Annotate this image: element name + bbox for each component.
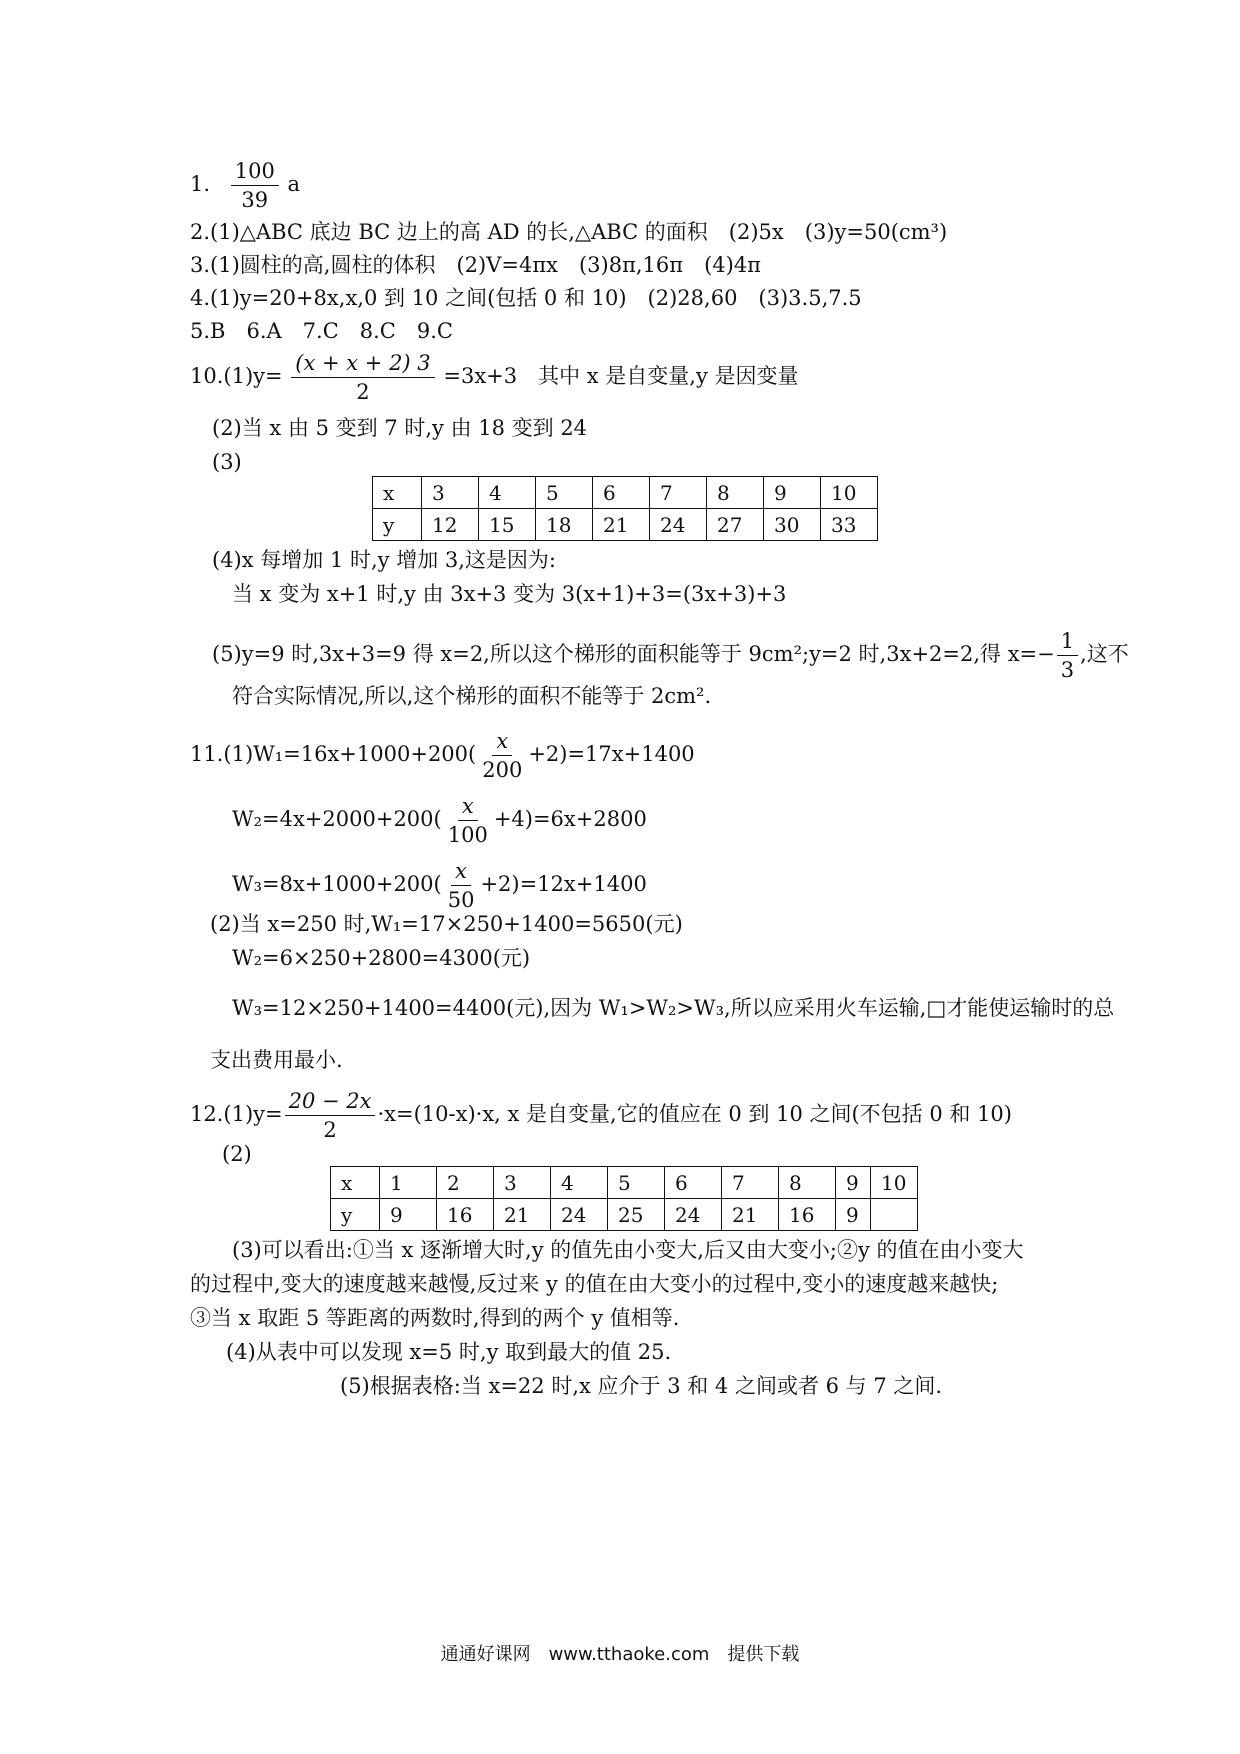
table-cell: 6 xyxy=(593,477,650,509)
answer-10-part-5 xyxy=(212,630,1129,681)
table-row-y xyxy=(373,509,878,541)
answer-10-part-5-suffix: ,这不 xyxy=(1080,642,1129,667)
answer-11-w3 xyxy=(232,860,647,911)
table-cell: 5 xyxy=(608,1167,665,1199)
table-xy-10 xyxy=(372,476,878,541)
answer-12-part-1 xyxy=(190,1090,1012,1141)
answer-12-part-3-line-3: ③当 x 取距 5 等距离的两数时,得到的两个 y 值相等. xyxy=(190,1306,680,1330)
answer-10-part-5-prefix: (5)y=9 时,3x+3=9 得 x=2,所以这个梯形的面积能等于 9cm²;y=2 时,3x+2=2,得 x=− xyxy=(212,642,1055,667)
formula-prefix: 11.(1)W₁=16x+1000+200( xyxy=(190,742,477,767)
table-cell: 18 xyxy=(536,509,593,541)
answer-12-part-3-line-2: 的过程中,变大的速度越来越慢,反过来 y 的值在由大变小的过程中,变小的速度越来越快; xyxy=(190,1272,999,1296)
table-cell: y xyxy=(373,509,422,541)
fraction-numerator: x xyxy=(458,795,478,821)
answer-1-tail: a xyxy=(287,172,301,197)
table-cell: 10 xyxy=(871,1167,918,1199)
fraction xyxy=(291,352,434,403)
table-cell: 9 xyxy=(764,477,821,509)
answer-12-part-5: (5)根据表格:当 x=22 时,x 应介于 3 和 4 之间或者 6 与 7 之间. xyxy=(340,1374,943,1398)
answer-11-w2 xyxy=(232,795,647,846)
fraction-denominator: 2 xyxy=(356,380,370,405)
formula-prefix: W₂=4x+2000+200( xyxy=(232,807,442,832)
table-cell: x xyxy=(373,477,422,509)
table-cell: 16 xyxy=(437,1199,494,1231)
table-cell: 25 xyxy=(608,1199,665,1231)
table-cell: 4 xyxy=(551,1167,608,1199)
table-cell: 33 xyxy=(821,509,878,541)
answer-12-part-4: (4)从表中可以发现 x=5 时,y 取到最大的值 25. xyxy=(226,1340,672,1364)
table-cell: 24 xyxy=(551,1199,608,1231)
fraction-numerator: x xyxy=(492,730,512,756)
fraction-denominator: 2 xyxy=(323,1118,337,1143)
answer-10-part-4-detail: 当 x 变为 x+1 时,y 由 3x+3 变为 3(x+1)+3=(3x+3)+3 xyxy=(232,582,787,606)
answer-11-part-2a: (2)当 x=250 时,W₁=17×250+1400=5650(元) xyxy=(210,912,683,936)
table-cell: 6 xyxy=(665,1167,722,1199)
table-xy-12 xyxy=(330,1166,918,1231)
fraction-denominator: 200 xyxy=(482,758,523,783)
answer-5-9: 5.B 6.A 7.C 8.C 9.C xyxy=(190,319,453,343)
fraction-denominator: 3 xyxy=(1060,658,1075,683)
table-cell: x xyxy=(331,1167,380,1199)
answer-10-prefix: 10.(1)y= xyxy=(190,364,283,389)
answer-10-part-1 xyxy=(190,352,799,403)
fraction xyxy=(1057,630,1078,681)
answer-2: 2.(1)△ABC 底边 BC 边上的高 AD 的长,△ABC 的面积 (2)5x (3)y=50(cm³) xyxy=(190,220,948,244)
fraction-denominator: 100 xyxy=(447,823,488,848)
answer-12-part-2: (2) xyxy=(222,1142,252,1166)
table-cell: 9 xyxy=(836,1167,871,1199)
fraction-numerator: 1 xyxy=(1057,630,1078,656)
fraction-numerator: 20 − 2x xyxy=(285,1090,376,1116)
answer-12-suffix: ·x=(10-x)·x, x 是自变量,它的值应在 0 到 10 之间(不包括 0 和 10) xyxy=(377,1102,1012,1127)
answer-3: 3.(1)圆柱的高,圆柱的体积 (2)V=4πx (3)8π,16π (4)4π xyxy=(190,253,761,277)
table-cell: 9 xyxy=(380,1199,437,1231)
formula-suffix: +2)=12x+1400 xyxy=(480,872,647,897)
table-cell: 21 xyxy=(722,1199,779,1231)
answer-10-part-5-cont: 符合实际情况,所以,这个梯形的面积不能等于 2cm². xyxy=(232,684,712,708)
fraction xyxy=(285,1090,376,1141)
answer-10-part-4: (4)x 每增加 1 时,y 增加 3,这是因为: xyxy=(212,548,556,572)
formula-prefix: W₃=8x+1000+200( xyxy=(232,872,442,897)
answer-10-part-2: (2)当 x 由 5 变到 7 时,y 由 18 变到 24 xyxy=(212,416,588,440)
table-cell: y xyxy=(331,1199,380,1231)
table-cell: 16 xyxy=(779,1199,836,1231)
answer-10-suffix: =3x+3 其中 x 是自变量,y 是因变量 xyxy=(443,364,799,389)
table-cell: 21 xyxy=(494,1199,551,1231)
fraction-denominator: 50 xyxy=(447,888,475,913)
table-cell: 24 xyxy=(665,1199,722,1231)
table-cell: 3 xyxy=(494,1167,551,1199)
page-footer: 通通好课网 www.tthaoke.com 提供下载 xyxy=(440,1644,800,1665)
fraction xyxy=(444,795,492,846)
fraction xyxy=(444,860,479,911)
answer-10-part-3: (3) xyxy=(212,450,242,474)
table-row-y xyxy=(331,1199,918,1231)
table-cell: 4 xyxy=(479,477,536,509)
fraction xyxy=(231,160,279,211)
answer-11-part-2c: W₃=12×250+1400=4400(元),因为 W₁>W₂>W₃,所以应采用火车运输,□才能使运输时的总 xyxy=(232,996,1115,1020)
table-cell: 24 xyxy=(650,509,707,541)
fraction xyxy=(478,730,526,781)
answer-4: 4.(1)y=20+8x,x,0 到 10 之间(包括 0 和 10) (2)28,60 (3)3.5,7.5 xyxy=(190,286,862,310)
fraction-numerator: 100 xyxy=(231,160,279,186)
table-cell: 7 xyxy=(722,1167,779,1199)
fraction-numerator: x xyxy=(451,860,471,886)
table-cell: 8 xyxy=(779,1167,836,1199)
table-cell: 21 xyxy=(593,509,650,541)
fraction-denominator: 39 xyxy=(241,188,269,213)
table-cell: 30 xyxy=(764,509,821,541)
formula-suffix: +2)=17x+1400 xyxy=(528,742,695,767)
fraction-numerator: (x + x + 2) 3 xyxy=(291,352,434,378)
formula-suffix: +4)=6x+2800 xyxy=(493,807,647,832)
answer-12-part-3-line-1: (3)可以看出:①当 x 逐渐增大时,y 的值先由小变大,后又由大变小;②y 的值在由小变大 xyxy=(232,1238,1024,1262)
table-cell: 3 xyxy=(422,477,479,509)
table-cell: 15 xyxy=(479,509,536,541)
answer-12-prefix: 12.(1)y= xyxy=(190,1102,283,1127)
table-cell: 8 xyxy=(707,477,764,509)
table-cell: 7 xyxy=(650,477,707,509)
table-row-x xyxy=(331,1167,918,1199)
answer-11-part-2b: W₂=6×250+2800=4300(元) xyxy=(232,946,531,970)
table-cell: 2 xyxy=(437,1167,494,1199)
table-row-x xyxy=(373,477,878,509)
table-cell: 12 xyxy=(422,509,479,541)
answer-number: 1. xyxy=(190,172,211,197)
table-cell: 5 xyxy=(536,477,593,509)
table-cell xyxy=(871,1199,918,1231)
table-cell: 9 xyxy=(836,1199,871,1231)
answer-11-part-2d: 支出费用最小. xyxy=(210,1048,343,1072)
table-cell: 10 xyxy=(821,477,878,509)
table-cell: 1 xyxy=(380,1167,437,1199)
table-cell: 27 xyxy=(707,509,764,541)
answer-11-w1 xyxy=(190,730,695,781)
answer-1 xyxy=(190,160,300,211)
